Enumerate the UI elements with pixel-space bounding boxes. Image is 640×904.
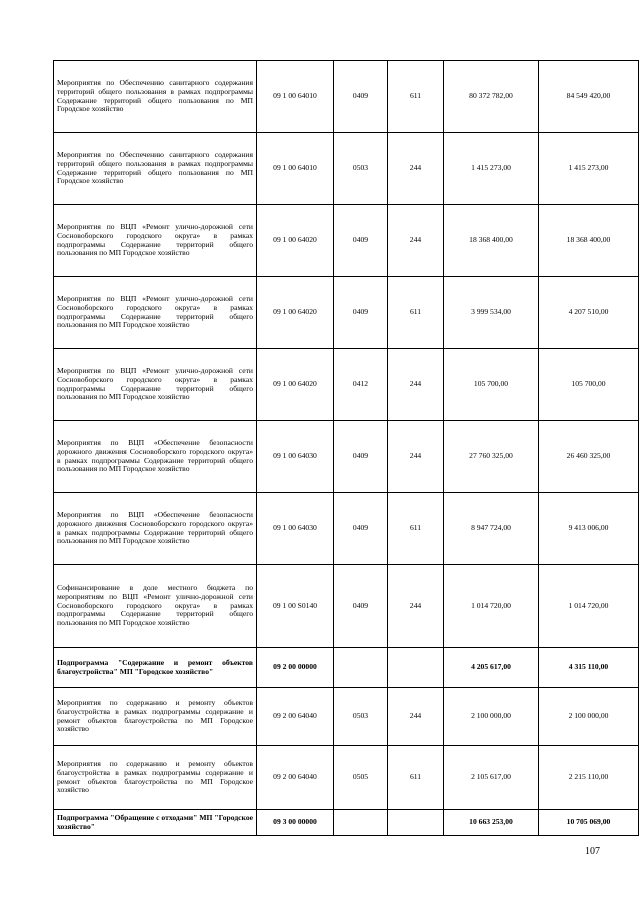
row-sum-year-1: 3 999 534,00: [444, 277, 539, 349]
row-sum-year-1: 2 100 000,00: [444, 688, 539, 746]
row-expense-type: 611: [388, 277, 444, 349]
row-section-code: 0412: [334, 349, 388, 421]
row-target-code: 09 1 00 64030: [257, 493, 334, 565]
row-description: Подпрограмма "Содержание и ремонт объектов благоустройства" МП "Городское хозяйство": [54, 648, 257, 688]
table-row: [54, 421, 639, 493]
row-sum-year-1: 1 415 273,00: [444, 133, 539, 205]
row-description: Мероприятия по ВЦП «Обеспечение безопасности дорожного движения Сосновоборского городского округа» в рамках подпрограммы Содержание территорий общего пользования по МП Городское хозяйство: [54, 493, 257, 565]
row-sum-year-1: 18 368 400,00: [444, 205, 539, 277]
table-row: [54, 349, 639, 421]
row-description: Софинансирование в доле местного бюджета по мероприятиям по ВЦП «Ремонт улично-дорожной сети Сосновоборского городского округа» в рамках подпрограммы Содержание территорий общего пользования по МП Городское хозяйство: [54, 565, 257, 648]
table-row: [54, 493, 639, 565]
row-target-code: 09 1 00 64020: [257, 349, 334, 421]
row-description: Мероприятия по Обеспечению санитарного содержания территорий общего пользования в рамках подпрограммы Содержание территорий общего пользования по МП Городское хозяйство: [54, 133, 257, 205]
row-section-code: 0409: [334, 61, 388, 133]
row-sum-year-2: 105 700,00: [539, 349, 639, 421]
row-description: Мероприятия по Обеспечению санитарного содержания территорий общего пользования в рамках подпрограммы Содержание территорий общего пользования по МП Городское хозяйство: [54, 61, 257, 133]
row-target-code: 09 1 00 64020: [257, 205, 334, 277]
row-target-code: 09 2 00 00000: [257, 648, 334, 688]
row-sum-year-2: 9 413 006,00: [539, 493, 639, 565]
table-row: [54, 565, 639, 648]
row-expense-type: 244: [388, 349, 444, 421]
table-row: [54, 277, 639, 349]
row-description: Мероприятия по ВЦП «Ремонт улично-дорожной сети Сосновоборского городского округа» в рамках подпрограммы Содержание территорий общего пользования по МП Городское хозяйство: [54, 205, 257, 277]
row-section-code: 0503: [334, 133, 388, 205]
row-target-code: 09 1 00 64010: [257, 61, 334, 133]
row-sum-year-2: 10 705 069,00: [539, 810, 639, 836]
row-expense-type: 611: [388, 61, 444, 133]
row-section-code: 0409: [334, 493, 388, 565]
row-sum-year-2: 26 460 325,00: [539, 421, 639, 493]
row-sum-year-1: 27 760 325,00: [444, 421, 539, 493]
subprogram-row: [54, 648, 639, 688]
row-section-code: 0503: [334, 688, 388, 746]
row-description: Мероприятия по содержанию и ремонту объектов благоустройства в рамках подпрограммы содержание и ремонт объектов благоустройства по МП Городское хозяйство: [54, 746, 257, 810]
row-sum-year-1: 10 663 253,00: [444, 810, 539, 836]
row-target-code: 09 1 00 S0140: [257, 565, 334, 648]
row-target-code: 09 3 00 00000: [257, 810, 334, 836]
table-row: [54, 205, 639, 277]
row-section-code: 0409: [334, 205, 388, 277]
row-expense-type: 244: [388, 421, 444, 493]
row-sum-year-2: 2 100 000,00: [539, 688, 639, 746]
row-section-code: 0409: [334, 421, 388, 493]
row-expense-type: [388, 648, 444, 688]
row-sum-year-2: 1 415 273,00: [539, 133, 639, 205]
row-target-code: 09 1 00 64030: [257, 421, 334, 493]
row-sum-year-2: 2 215 110,00: [539, 746, 639, 810]
subprogram-row: [54, 810, 639, 836]
row-expense-type: 244: [388, 688, 444, 746]
row-sum-year-2: 4 315 110,00: [539, 648, 639, 688]
row-sum-year-1: 8 947 724,00: [444, 493, 539, 565]
row-expense-type: 611: [388, 746, 444, 810]
row-sum-year-1: 105 700,00: [444, 349, 539, 421]
table-row: [54, 133, 639, 205]
row-description: Мероприятия по ВЦП «Обеспечение безопасности дорожного движения Сосновоборского городского округа» в рамках подпрограммы Содержание территорий общего пользования по МП Городское хозяйство: [54, 421, 257, 493]
row-target-code: 09 1 00 64020: [257, 277, 334, 349]
row-sum-year-2: 84 549 420,00: [539, 61, 639, 133]
budget-table: [53, 60, 639, 836]
row-target-code: 09 2 00 64040: [257, 688, 334, 746]
row-description: Мероприятия по ВЦП «Ремонт улично-дорожной сети Сосновоборского городского округа» в рамках подпрограммы Содержание территорий общего пользования по МП Городское хозяйство: [54, 277, 257, 349]
row-description: Подпрограмма "Обращение с отходами" МП "Городское хозяйство": [54, 810, 257, 836]
row-expense-type: 244: [388, 565, 444, 648]
table-row: [54, 61, 639, 133]
table-row: [54, 688, 639, 746]
row-section-code: [334, 810, 388, 836]
row-expense-type: [388, 810, 444, 836]
page-number: 107: [585, 846, 600, 857]
row-target-code: 09 1 00 64010: [257, 133, 334, 205]
row-section-code: [334, 648, 388, 688]
row-sum-year-2: 1 014 720,00: [539, 565, 639, 648]
row-sum-year-2: 4 207 510,00: [539, 277, 639, 349]
row-section-code: 0409: [334, 565, 388, 648]
row-target-code: 09 2 00 64040: [257, 746, 334, 810]
row-sum-year-1: 1 014 720,00: [444, 565, 539, 648]
row-sum-year-1: 2 105 617,00: [444, 746, 539, 810]
row-sum-year-2: 18 368 400,00: [539, 205, 639, 277]
table-row: [54, 746, 639, 810]
row-description: Мероприятия по ВЦП «Ремонт улично-дорожной сети Сосновоборского городского округа» в рамках подпрограммы Содержание территорий общего пользования по МП Городское хозяйство: [54, 349, 257, 421]
row-expense-type: 244: [388, 133, 444, 205]
row-section-code: 0505: [334, 746, 388, 810]
row-sum-year-1: 80 372 782,00: [444, 61, 539, 133]
row-section-code: 0409: [334, 277, 388, 349]
row-expense-type: 611: [388, 493, 444, 565]
row-expense-type: 244: [388, 205, 444, 277]
row-sum-year-1: 4 205 617,00: [444, 648, 539, 688]
row-description: Мероприятия по содержанию и ремонту объектов благоустройства в рамках подпрограммы содержание и ремонт объектов благоустройства по МП Городское хозяйство: [54, 688, 257, 746]
